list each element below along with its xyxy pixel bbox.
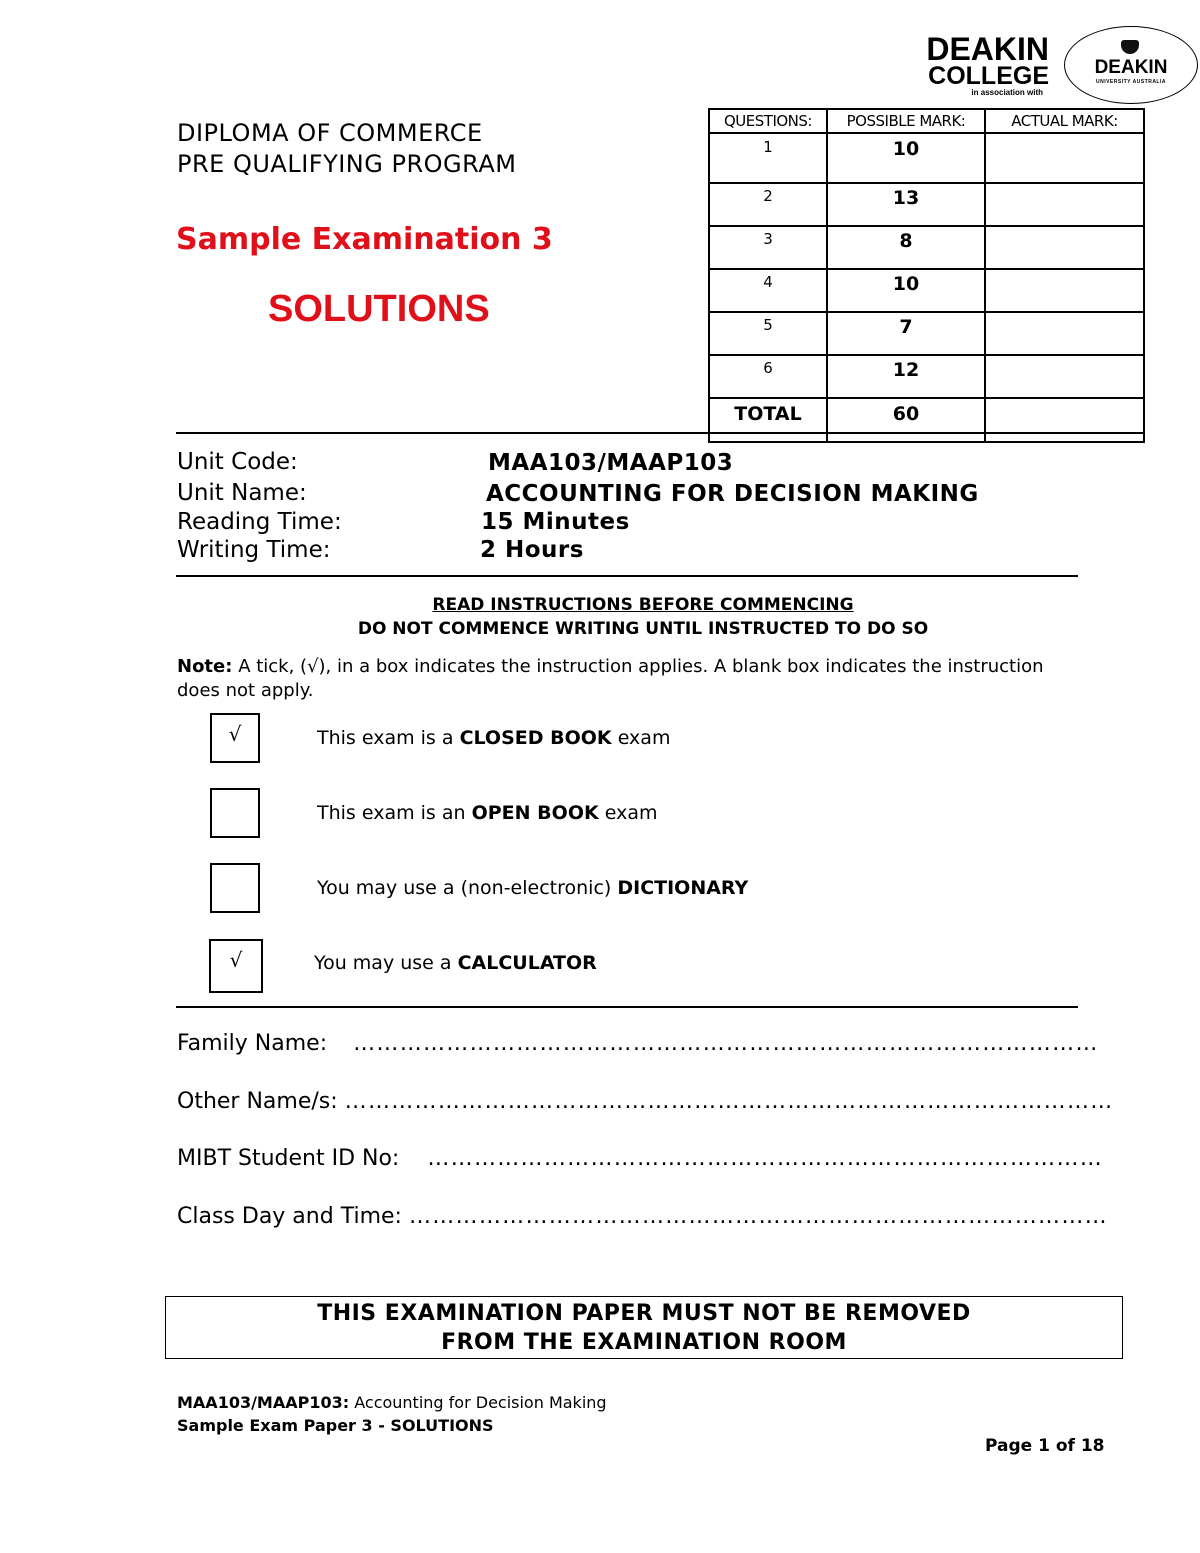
question-number: 3 <box>709 226 827 269</box>
college-logo-line2: COLLEGE <box>928 62 1049 90</box>
class-day-label: Class Day and Time: <box>177 1204 402 1229</box>
college-logo-tagline: in association with <box>971 88 1043 97</box>
college-logo-line1: DEAKIN <box>926 31 1049 67</box>
actual-mark <box>985 133 1144 183</box>
table-row <box>709 133 1144 183</box>
family-name-field[interactable] <box>177 1031 1099 1056</box>
calculator-option <box>314 952 597 974</box>
class-day-dots: ……………………………………………………………………………… <box>408 1204 1108 1229</box>
family-name-label: Family Name: <box>177 1031 328 1056</box>
other-names-label: Other Name/s: <box>177 1089 338 1114</box>
program-line1: DIPLOMA OF COMMERCE <box>177 119 483 147</box>
question-number: 5 <box>709 312 827 355</box>
actual-mark <box>985 312 1144 355</box>
question-number: 4 <box>709 269 827 312</box>
deakin-university-logo <box>1064 26 1198 104</box>
possible-mark-header: POSSIBLE MARK: <box>827 109 985 133</box>
closed-book-option <box>317 727 670 749</box>
instructions-note <box>177 655 1057 703</box>
question-number: 1 <box>709 133 827 183</box>
possible-mark: 10 <box>827 133 985 183</box>
university-logo-sub: UNIVERSITY AUSTRALIA <box>1095 79 1166 85</box>
possible-mark: 7 <box>827 312 985 355</box>
instructions-heading: READ INSTRUCTIONS BEFORE COMMENCING <box>432 595 854 615</box>
family-name-dots: …………………………………………………………………………………… <box>353 1031 1099 1056</box>
option-suffix: exam <box>598 802 658 824</box>
class-day-field[interactable] <box>177 1204 1108 1229</box>
question-number: 6 <box>709 355 827 398</box>
option-keyword: OPEN BOOK <box>471 802 599 824</box>
footer-code: MAA103/MAAP103: <box>177 1393 350 1412</box>
reading-time-value: 15 Minutes <box>481 509 630 535</box>
footer-unit <box>177 1393 607 1412</box>
marks-table <box>708 108 1145 443</box>
option-prefix: You may use a <box>314 952 458 974</box>
closed-book-checkbox[interactable] <box>210 713 260 763</box>
option-keyword: DICTIONARY <box>617 877 749 899</box>
writing-time-value: 2 Hours <box>480 537 584 563</box>
footer-unit-name: Accounting for Decision Making <box>349 1393 607 1412</box>
total-label: TOTAL <box>709 398 827 442</box>
info-divider <box>176 575 1078 577</box>
option-suffix: exam <box>611 727 671 749</box>
option-prefix: You may use a (non-electronic) <box>317 877 618 899</box>
instructions-divider <box>176 1006 1078 1008</box>
note-label: Note: <box>177 656 233 677</box>
solutions-title: SOLUTIONS <box>268 288 490 330</box>
dictionary-checkbox[interactable] <box>210 863 260 913</box>
footer-paper: Sample Exam Paper 3 - SOLUTIONS <box>177 1416 494 1435</box>
banner-line1: THIS EXAMINATION PAPER MUST NOT BE REMOVED <box>317 1301 971 1326</box>
crest-icon <box>1121 40 1139 54</box>
table-row <box>709 269 1144 312</box>
sample-exam-title: Sample Examination 3 <box>176 222 553 257</box>
instructions-warning: DO NOT COMMENCE WRITING UNTIL INSTRUCTED TO DO SO <box>357 619 929 639</box>
university-logo-name: DEAKIN <box>1094 57 1168 78</box>
table-row <box>709 312 1144 355</box>
marks-header-row <box>709 109 1144 133</box>
total-row <box>709 398 1144 442</box>
actual-mark-header: ACTUAL MARK: <box>985 109 1144 133</box>
option-prefix: This exam is an <box>317 802 472 824</box>
student-id-dots: …………………………………………………………………………… <box>427 1146 1104 1171</box>
unit-code-value: MAA103/MAAP103 <box>488 450 734 476</box>
unit-name-value: ACCOUNTING FOR DECISION MAKING <box>486 481 979 507</box>
total-value: 60 <box>827 398 985 442</box>
question-number: 2 <box>709 183 827 226</box>
header-divider <box>176 432 1145 434</box>
calculator-checkbox[interactable] <box>209 939 263 993</box>
table-row <box>709 226 1144 269</box>
actual-mark <box>985 183 1144 226</box>
open-book-checkbox[interactable] <box>210 788 260 838</box>
deakin-college-logo <box>884 31 1049 97</box>
other-names-dots: ……………………………………………………………………………………… <box>344 1089 1114 1114</box>
actual-mark <box>985 226 1144 269</box>
total-actual <box>985 398 1144 442</box>
questions-header: QUESTIONS: <box>709 109 827 133</box>
actual-mark <box>985 355 1144 398</box>
option-prefix: This exam is a <box>317 727 460 749</box>
open-book-option <box>317 802 658 824</box>
reading-time-label: Reading Time: <box>177 509 342 535</box>
unit-name-label: Unit Name: <box>177 480 307 506</box>
banner-line2: FROM THE EXAMINATION ROOM <box>441 1330 847 1355</box>
program-line2: PRE QUALIFYING PROGRAM <box>177 150 517 178</box>
tick-icon: √ <box>228 722 242 746</box>
note-text: A tick, (√), in a box indicates the instruction applies. A blank box indicates the instruction does not apply. <box>177 656 1044 701</box>
possible-mark: 12 <box>827 355 985 398</box>
student-id-field[interactable] <box>177 1146 1103 1171</box>
possible-mark: 10 <box>827 269 985 312</box>
dictionary-option <box>317 877 748 899</box>
possible-mark: 13 <box>827 183 985 226</box>
removal-warning-banner <box>165 1296 1123 1359</box>
tick-icon: √ <box>229 948 243 972</box>
student-id-label: MIBT Student ID No: <box>177 1146 400 1171</box>
option-keyword: CALCULATOR <box>457 952 597 974</box>
table-row <box>709 183 1144 226</box>
table-row <box>709 355 1144 398</box>
actual-mark <box>985 269 1144 312</box>
other-names-field[interactable] <box>177 1089 1114 1114</box>
possible-mark: 8 <box>827 226 985 269</box>
option-keyword: CLOSED BOOK <box>459 727 612 749</box>
unit-code-label: Unit Code: <box>177 449 298 475</box>
writing-time-label: Writing Time: <box>177 537 331 563</box>
page-number: Page 1 of 18 <box>985 1436 1105 1456</box>
